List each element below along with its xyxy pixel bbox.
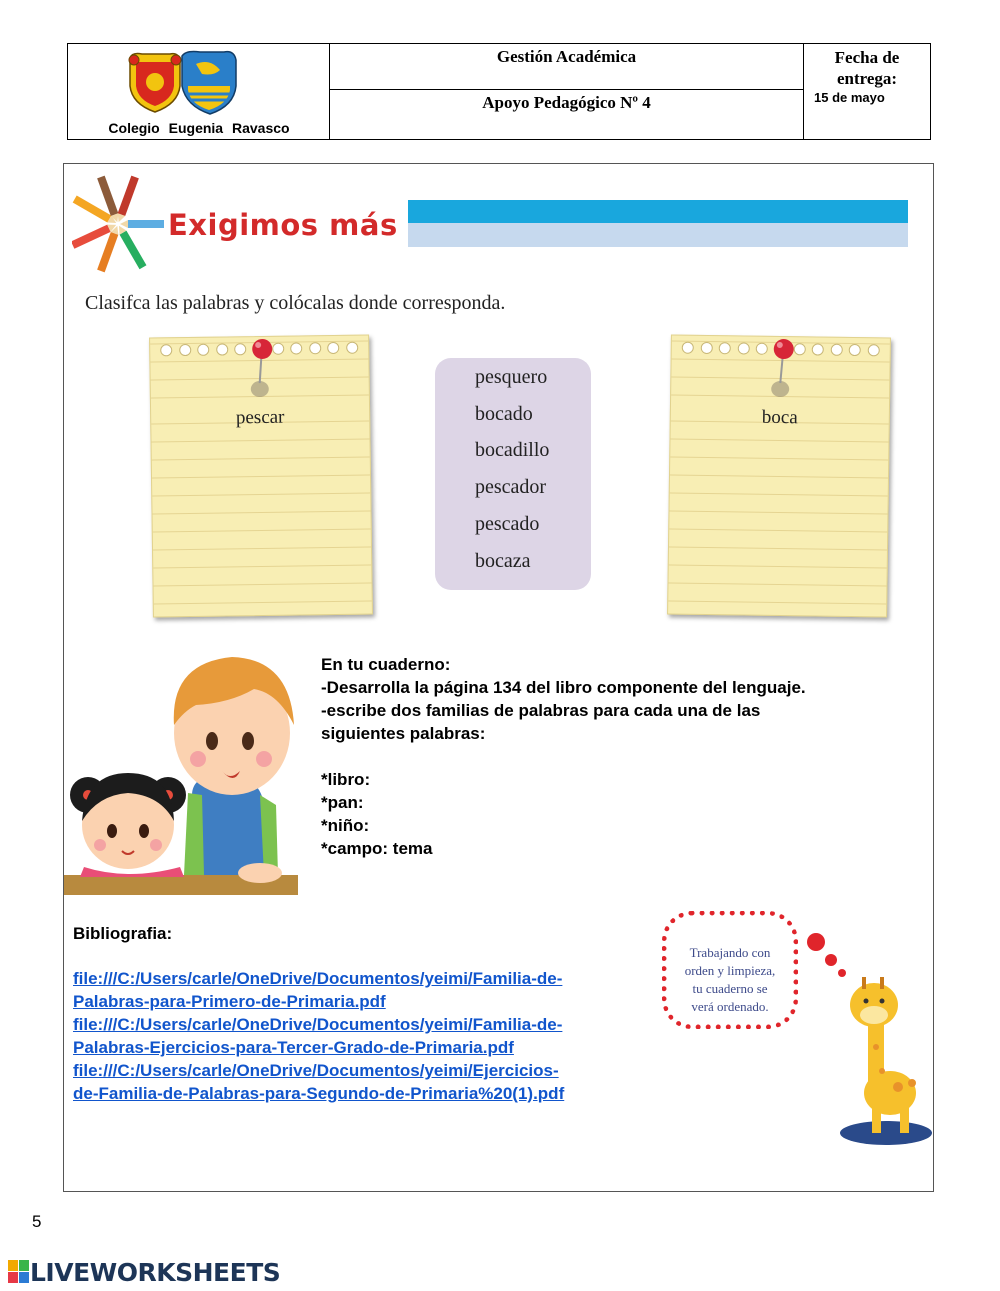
delivery-date: 15 de mayo (814, 90, 885, 105)
children-illustration-icon (64, 645, 298, 895)
header-title-top: Gestión Académica (330, 44, 803, 90)
bibliography-link[interactable]: Palabras-para-Primero-de-Primaria.pdf (73, 992, 386, 1011)
bibliography-link[interactable]: file:///C:/Users/carle/OneDrive/Documentos/yeimi/Familia-de- (73, 1015, 563, 1034)
pushpin-icon (765, 337, 800, 407)
task-item: *niño: (321, 816, 370, 835)
task-line: siguientes palabras: (321, 724, 486, 743)
word-item[interactable]: bocado (475, 403, 533, 425)
school-logo-cell (68, 44, 330, 139)
word-item[interactable]: bocadillo (475, 439, 550, 461)
word-bank (435, 358, 591, 590)
pencils-icon (72, 172, 164, 276)
bubble-dots-icon (806, 932, 850, 980)
task-item: *pan: (321, 793, 364, 812)
bibliography-link[interactable]: file:///C:/Users/carle/OneDrive/Documentos/yeimi/Ejercicios- (73, 1061, 559, 1080)
bibliography-link[interactable]: de-Familia-de-Palabras-para-Segundo-de-Primaria%20(1).pdf (73, 1084, 565, 1103)
task-heading: En tu cuaderno: (321, 655, 451, 674)
notepad-right-label: boca (761, 406, 798, 429)
notepad-left-label: pescar (235, 406, 285, 429)
task-line: -escribe dos familias de palabras para cada una de las (321, 701, 761, 720)
liveworksheets-logo-icon (8, 1260, 30, 1284)
word-item[interactable]: bocaza (475, 550, 531, 572)
bibliography-title: Bibliografia: (73, 924, 173, 943)
bubble-line: Trabajando con (689, 945, 771, 960)
notepad-left[interactable] (149, 334, 373, 617)
bibliography-link[interactable]: Palabras-Ejercicios-para-Tercer-Grado-de-Primaria.pdf (73, 1038, 514, 1057)
liveworksheets-brand[interactable]: LIVEWORKSHEETS (30, 1258, 281, 1287)
instruction-text: Clasifca las palabras y colócalas donde corresponda. (85, 292, 506, 314)
pushpin-icon (244, 337, 279, 407)
header-title-bottom: Apoyo Pedagógico Nº 4 (482, 93, 651, 112)
notepad-right[interactable] (667, 334, 891, 617)
school-crest-icon (120, 50, 242, 116)
section-title: Exigimos más (168, 208, 398, 242)
giraffe-icon (836, 975, 932, 1147)
spacer (321, 745, 806, 768)
page-number: 5 (32, 1212, 42, 1231)
task-item: *campo: tema (321, 839, 433, 858)
task-line: -Desarrolla la página 134 del libro componente del lenguaje. (321, 678, 806, 697)
delivery-label-line1: Fecha de (834, 48, 900, 67)
delivery-label-line2: entrega: (836, 69, 898, 88)
task-block (321, 653, 806, 860)
bibliography-links (73, 967, 564, 1105)
bubble-line: tu cuaderno se (692, 981, 768, 996)
school-name: Colegio Eugenia Ravasco (108, 120, 290, 136)
word-item[interactable]: pescador (475, 476, 547, 498)
bubble-line: verá ordenado. (691, 999, 769, 1014)
word-item[interactable]: pesquero (475, 366, 548, 388)
header-titles (330, 44, 804, 139)
title-bar-light (408, 223, 908, 247)
word-item[interactable]: pescado (475, 513, 540, 535)
header-table (67, 43, 931, 140)
delivery-label (804, 47, 930, 89)
bubble-line: orden y limpieza, (684, 963, 776, 978)
task-item: *libro: (321, 770, 371, 789)
delivery-cell (804, 44, 930, 139)
title-bar-blue (408, 200, 908, 223)
bibliography-link[interactable]: file:///C:/Users/carle/OneDrive/Documentos/yeimi/Familia-de- (73, 969, 563, 988)
speech-bubble (662, 911, 798, 1029)
